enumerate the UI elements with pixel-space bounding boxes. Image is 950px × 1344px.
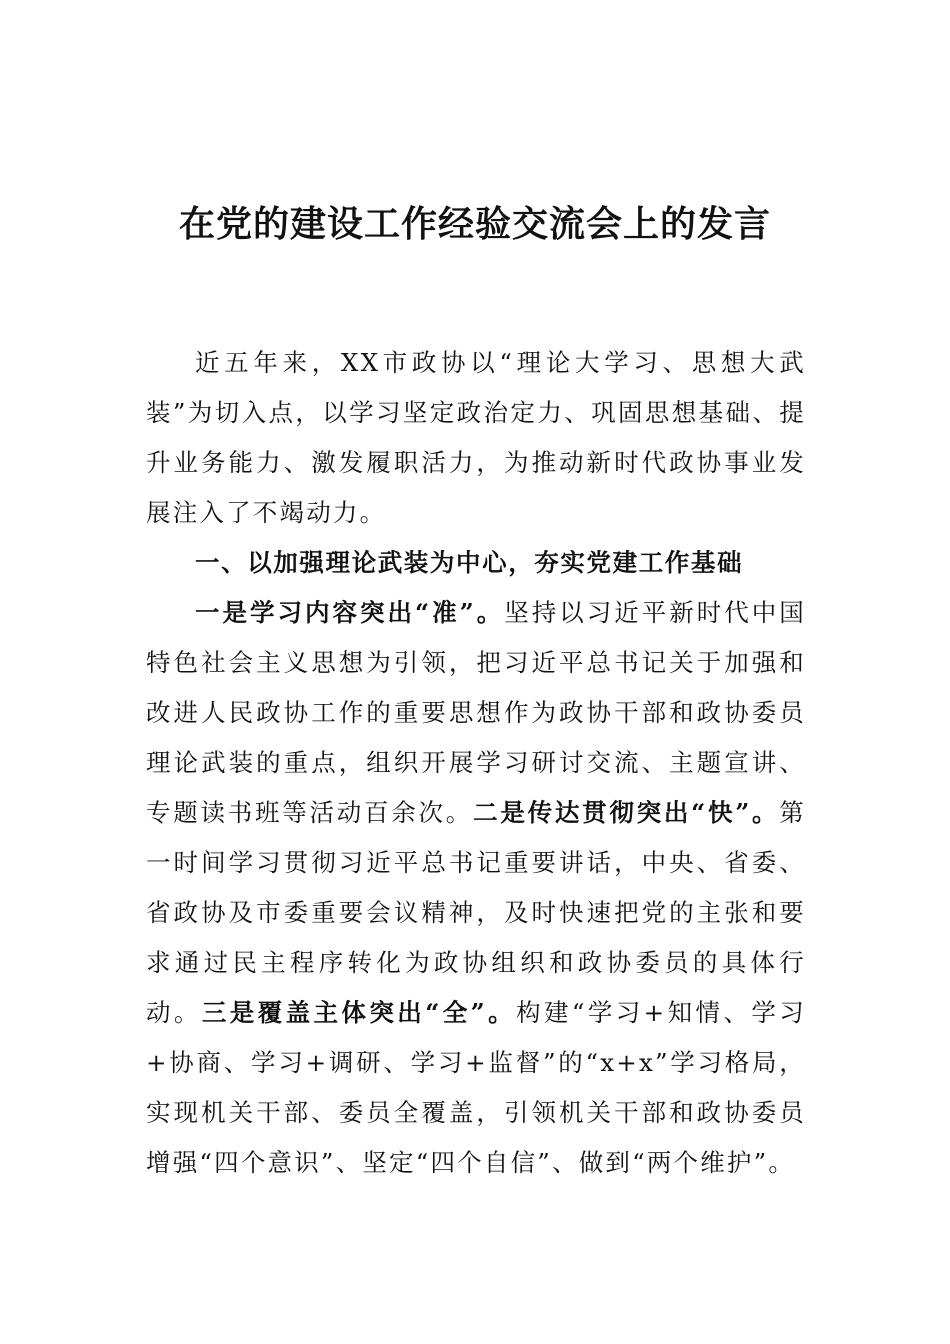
item1-lead: 一是学习内容突出“准”。 — [195, 598, 505, 627]
item2-lead: 二是传达贯彻突出“快”。 — [473, 798, 780, 827]
item1-text: 坚持以习近平新时代中国特色社会主义思想为引领，把习近平总书记关于加强和改进人民政协工作的重要思想作为政协干部和政协委员理论武装的重点，组织开展学习研讨交流、主题宣讲、专题读书班等活动百余次。 — [146, 598, 806, 827]
section-heading: 一、以加强理论武装为中心，夯实党建工作基础 — [195, 548, 744, 577]
document-body — [146, 338, 806, 1188]
document-title: 在党的建设工作经验交流会上的发言 — [178, 203, 771, 245]
section-paragraph — [146, 588, 806, 1188]
item3-lead: 三是覆盖主体突出“全”。 — [201, 998, 517, 1027]
item2-text: 第一时间学习贯彻习近平总书记重要讲话，中央、省委、省政协及市委重要会议精神，及时快速把党的主张和要求通过民主程序转化为政协组织和政协委员的具体行动。 — [146, 798, 806, 1027]
item3-text: 构建“学习+知情、学习+协商、学习+调研、学习+监督”的“x+x”学习格局，实现机关干部、委员全覆盖，引领机关干部和政协委员增强“四个意识”、坚定“四个自信”、做到“两个维护”。 — [146, 998, 806, 1177]
intro-paragraph: 近五年来，XX市政协以“理论大学习、思想大武装”为切入点，以学习坚定政治定力、巩固思想基础、提升业务能力、激发履职活力，为推动新时代政协事业发展注入了不竭动力。 — [146, 348, 806, 527]
